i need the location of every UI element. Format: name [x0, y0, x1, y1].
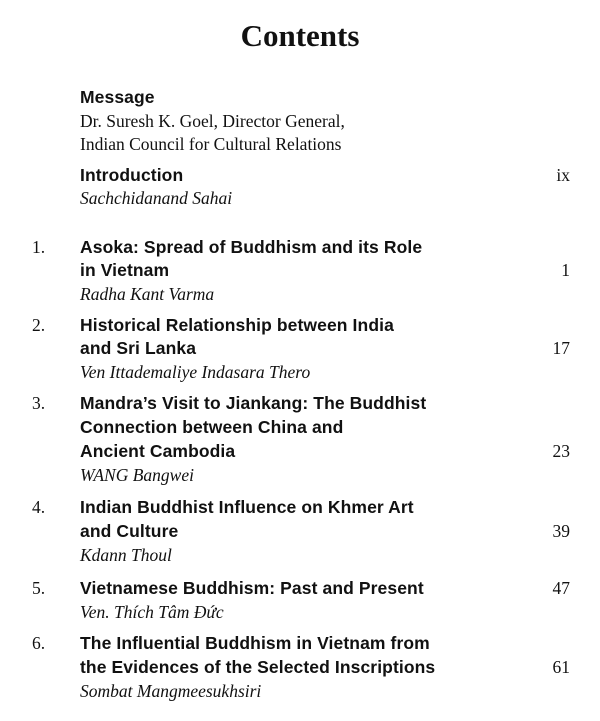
chapter-author: Kdann Thoul	[80, 545, 172, 565]
entry-title: Introduction	[80, 165, 184, 185]
entry-detail: Indian Council for Cultural Relations	[80, 134, 342, 154]
chapter-page: 61	[552, 657, 570, 677]
chapter-number: 2.	[32, 315, 46, 335]
entry-author: Sachchidanand Sahai	[80, 188, 233, 208]
chapter-number: 5.	[32, 578, 46, 598]
chapter-title: Asoka: Spread of Buddhism and its Role	[80, 237, 423, 257]
entry-title: Message	[80, 87, 155, 107]
chapter-author: WANG Bangwei	[80, 465, 194, 485]
chapter-title: The Influential Buddhism in Vietnam from	[80, 633, 430, 653]
chapter-page: 39	[552, 521, 570, 541]
chapter-number: 3.	[32, 393, 46, 413]
chapter-page: 23	[552, 441, 570, 461]
chapter-title: Vietnamese Buddhism: Past and Present	[80, 578, 424, 598]
chapter-author: Ven. Thích Tâm Đức	[80, 602, 224, 622]
entry-detail: Dr. Suresh K. Goel, Director General,	[80, 111, 345, 131]
chapter-page: 1	[561, 260, 570, 280]
chapter-title: Mandra’s Visit to Jiankang: The Buddhist	[80, 393, 427, 413]
chapter-number: 6.	[32, 633, 46, 653]
chapter-title: Indian Buddhist Influence on Khmer Art	[80, 497, 414, 517]
chapter-page: 47	[552, 578, 570, 598]
chapter-page: 17	[552, 338, 570, 358]
chapter-number: 4.	[32, 497, 46, 517]
chapter-title: and Sri Lanka	[80, 338, 197, 358]
entry-page: ix	[556, 165, 570, 185]
chapter-title: and Culture	[80, 521, 179, 541]
chapter-author: Ven Ittademaliye Indasara Thero	[80, 362, 311, 382]
page-title: Contents	[240, 18, 360, 53]
chapter-author: Radha Kant Varma	[80, 284, 215, 304]
chapter-title: in Vietnam	[80, 260, 170, 280]
chapter-number: 1.	[32, 237, 46, 257]
chapter-author: Sombat Mangmeesukhsiri	[80, 681, 262, 701]
chapter-title: Connection between China and	[80, 417, 344, 437]
chapter-title: the Evidences of the Selected Inscriptions	[80, 657, 436, 677]
chapter-title: Historical Relationship between India	[80, 315, 394, 335]
chapter-title: Ancient Cambodia	[80, 441, 236, 461]
